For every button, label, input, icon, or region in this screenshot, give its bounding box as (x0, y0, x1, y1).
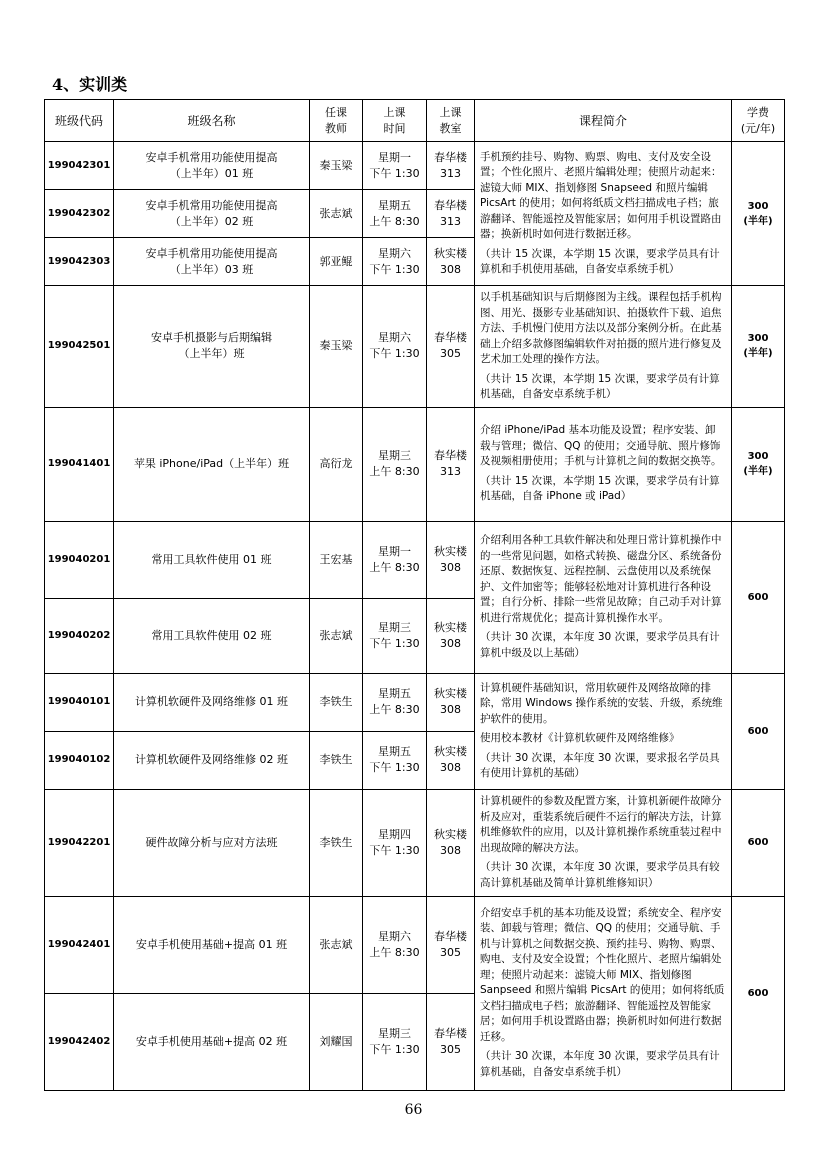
course-intro-paragraph: （共计 15 次课，本学期 15 次课，要求学员有计算机基础，自备 iPhone 或 iPad） (480, 474, 720, 503)
room-cell: 春华楼 305 (427, 993, 475, 1090)
course-intro-paragraph: 介绍安卓手机的基本功能及设置；系统安全、程序安装、卸载与管理；微信、QQ 的使用；交通导航、手机与计算机之间数据交换、预约挂号、购物、购票、购电、支付及安全设置；个性化照片、老照片编辑处理；使照片动起来：滤镜大师 MIX、指划修图 Sanpseed 和照片编辑 PicsArt 的使用；如何将纸质文档扫描成电子档；旅游翻译、智能遥控及智能家居；如何用手机设置路由器；换新机时如何进行数据迁移。 (480, 906, 725, 1043)
teacher-cell: 刘耀国 (310, 993, 363, 1090)
section-title: 4、实训类 (52, 75, 128, 94)
table-row (45, 521, 785, 598)
teacher-cell: 秦玉梁 (310, 142, 363, 190)
course-intro-paragraph: （共计 15 次课，本学期 15 次课，要求学员具有计算机和手机使用基础，自备安卓系统手机） (480, 247, 720, 275)
class-name-cell: 安卓手机常用功能使用提高 （上半年）01 班 (114, 142, 310, 190)
teacher-cell: 李铁生 (310, 673, 363, 731)
course-intro-paragraph: 使用校本教材《计算机软硬件及网络维修》 (480, 732, 680, 744)
room-cell: 秋实楼 308 (427, 238, 475, 286)
header-teacher: 任课 教师 (310, 100, 363, 142)
fee-cell: 300 (半年) (732, 407, 785, 521)
table-header-row (45, 100, 785, 142)
teacher-cell: 高衍龙 (310, 407, 363, 521)
class-code-cell: 199042402 (45, 993, 114, 1090)
header-class-code: 班级代码 (45, 100, 114, 142)
time-cell: 星期三 下午 1:30 (363, 993, 427, 1090)
class-name-cell: 常用工具软件使用 01 班 (114, 521, 310, 598)
time-cell: 星期三 下午 1:30 (363, 598, 427, 673)
header-fee: 学费 (元/年) (732, 100, 785, 142)
time-cell: 星期一 上午 8:30 (363, 521, 427, 598)
room-cell: 春华楼 313 (427, 190, 475, 238)
page-number: 66 (404, 1102, 423, 1118)
course-intro-paragraph: 手机预约挂号、购物、购票、购电、支付及安全设置；个性化照片、老照片编辑处理；使照片动起来：滤镜大师 MIX、指划修图 Snapseed 和照片编辑 PicsArt 的使用；如何将纸质文档扫描成电子档；旅游翻译、智能遥控及智能家居；如何用手机设置路由器；换新机时如何进行数据迁移。 (480, 150, 722, 240)
course-table (44, 99, 785, 1091)
room-cell: 秋实楼 308 (427, 521, 475, 598)
time-cell: 星期六 下午 1:30 (363, 286, 427, 408)
fee-cell: 300 (半年) (732, 286, 785, 408)
fee-cell: 600 (732, 521, 785, 673)
class-code-cell: 199042201 (45, 789, 114, 896)
fee-cell: 300 (半年) (732, 142, 785, 286)
fee-cell: 600 (732, 789, 785, 896)
fee-cell: 600 (732, 673, 785, 789)
class-name-cell: 硬件故障分析与应对方法班 (114, 789, 310, 896)
course-intro-paragraph: 计算机硬件基础知识，常用软硬件及网络故障的排除，常用 Windows 操作系统的安装、升级，系统维护软件的使用。 (480, 681, 723, 725)
teacher-cell: 张志斌 (310, 190, 363, 238)
table-row (45, 789, 785, 896)
class-name-cell: 安卓手机常用功能使用提高 （上半年）03 班 (114, 238, 310, 286)
class-name-cell: 安卓手机常用功能使用提高 （上半年）02 班 (114, 190, 310, 238)
class-code-cell: 199040202 (45, 598, 114, 673)
class-name-cell: 计算机软硬件及网络维修 02 班 (114, 731, 310, 789)
room-cell: 秋实楼 308 (427, 598, 475, 673)
course-intro-cell (475, 286, 732, 408)
table-row (45, 673, 785, 731)
class-name-cell: 苹果 iPhone/iPad（上半年）班 (114, 407, 310, 521)
course-intro-paragraph: 介绍 iPhone/iPad 基本功能及设置；程序安装、卸载与管理；微信、QQ 的使用；交通导航、照片修饰及视频相册使用；手机与计算机之间的数据交换等。 (480, 424, 722, 468)
header-class-name: 班级名称 (114, 100, 310, 142)
class-code-cell: 199041401 (45, 407, 114, 521)
teacher-cell: 李铁生 (310, 789, 363, 896)
class-code-cell: 199042501 (45, 286, 114, 408)
class-code-cell: 199040101 (45, 673, 114, 731)
table-row (45, 142, 785, 190)
table-row (45, 286, 785, 408)
room-cell: 秋实楼 308 (427, 673, 475, 731)
time-cell: 星期四 下午 1:30 (363, 789, 427, 896)
room-cell: 春华楼 313 (427, 142, 475, 190)
course-intro-paragraph: （共计 15 次课，本学期 15 次课，要求学员有计算机基础，自备安卓系统手机） (480, 372, 720, 400)
course-intro-cell (475, 521, 732, 673)
course-intro-paragraph: （共计 30 次课，本年度 30 次课，要求学员具有计算机基础，自备安卓系统手机） (480, 1050, 720, 1078)
header-time: 上课 时间 (363, 100, 427, 142)
course-intro-paragraph: 以手机基础知识与后期修图为主线。课程包括手机构图、用光、摄影专业基础知识、拍摄软件下载、追焦方法、手机慢门使用方法以及部分案例分析。在此基础上介绍多款修图编辑软件对拍摄的照片进行修复及艺术加工处理的操作方法。 (480, 291, 722, 365)
time-cell: 星期五 下午 1:30 (363, 731, 427, 789)
class-code-cell: 199042301 (45, 142, 114, 190)
time-cell: 星期六 上午 8:30 (363, 896, 427, 993)
time-cell: 星期五 上午 8:30 (363, 673, 427, 731)
class-name-cell: 安卓手机使用基础+提高 01 班 (114, 896, 310, 993)
table-row (45, 896, 785, 993)
class-name-cell: 常用工具软件使用 02 班 (114, 598, 310, 673)
class-code-cell: 199042303 (45, 238, 114, 286)
course-intro-paragraph: （共计 30 次课，本年度 30 次课，要求学员具有较高计算机基础及简单计算机维修知识） (480, 861, 720, 889)
course-intro-cell (475, 142, 732, 286)
course-intro-paragraph: （共计 30 次课，本年度 30 次课，要求报名学员具有使用计算机的基础） (480, 751, 720, 779)
room-cell: 春华楼 305 (427, 896, 475, 993)
class-name-cell: 计算机软硬件及网络维修 01 班 (114, 673, 310, 731)
teacher-cell: 王宏基 (310, 521, 363, 598)
room-cell: 秋实楼 308 (427, 789, 475, 896)
course-intro-cell (475, 407, 732, 521)
course-intro-paragraph: 介绍利用各种工具软件解决和处理日常计算机操作中的一些常见问题，如格式转换、磁盘分区、系统备份还原、数据恢复、远程控制、云盘使用以及系统保护、文件加密等；能够轻松地对计算机进行各种设置；自行分析、排除一些常见故障；自己动手对计算机进行常规优化；提高计算机操作水平。 (480, 534, 722, 624)
room-cell: 春华楼 313 (427, 407, 475, 521)
course-intro-cell (475, 789, 732, 896)
table-row (45, 407, 785, 521)
class-name-cell: 安卓手机摄影与后期编辑 （上半年）班 (114, 286, 310, 408)
header-room: 上课 教室 (427, 100, 475, 142)
course-intro-cell (475, 673, 732, 789)
time-cell: 星期六 下午 1:30 (363, 238, 427, 286)
teacher-cell: 郭亚鲲 (310, 238, 363, 286)
class-code-cell: 199040201 (45, 521, 114, 598)
class-name-cell: 安卓手机使用基础+提高 02 班 (114, 993, 310, 1090)
time-cell: 星期五 上午 8:30 (363, 190, 427, 238)
course-intro-cell (475, 896, 732, 1090)
course-intro-paragraph: （共计 30 次课，本年度 30 次课，要求学员具有计算机中级及以上基础） (480, 631, 720, 659)
room-cell: 秋实楼 308 (427, 731, 475, 789)
class-code-cell: 199042401 (45, 896, 114, 993)
table-body (45, 142, 785, 1091)
fee-cell: 600 (732, 896, 785, 1090)
teacher-cell: 张志斌 (310, 598, 363, 673)
header-intro: 课程简介 (475, 100, 732, 142)
room-cell: 春华楼 305 (427, 286, 475, 408)
course-intro-paragraph: 计算机硬件的参数及配置方案，计算机新硬件故障分析及应对，重装系统后硬件不运行的解决方法，计算机维修软件的应用，以及计算机操作系统重装过程中出现故障的解决方法。 (480, 795, 722, 854)
teacher-cell: 李铁生 (310, 731, 363, 789)
teacher-cell: 秦玉梁 (310, 286, 363, 408)
teacher-cell: 张志斌 (310, 896, 363, 993)
time-cell: 星期一 下午 1:30 (363, 142, 427, 190)
time-cell: 星期三 上午 8:30 (363, 407, 427, 521)
class-code-cell: 199042302 (45, 190, 114, 238)
class-code-cell: 199040102 (45, 731, 114, 789)
